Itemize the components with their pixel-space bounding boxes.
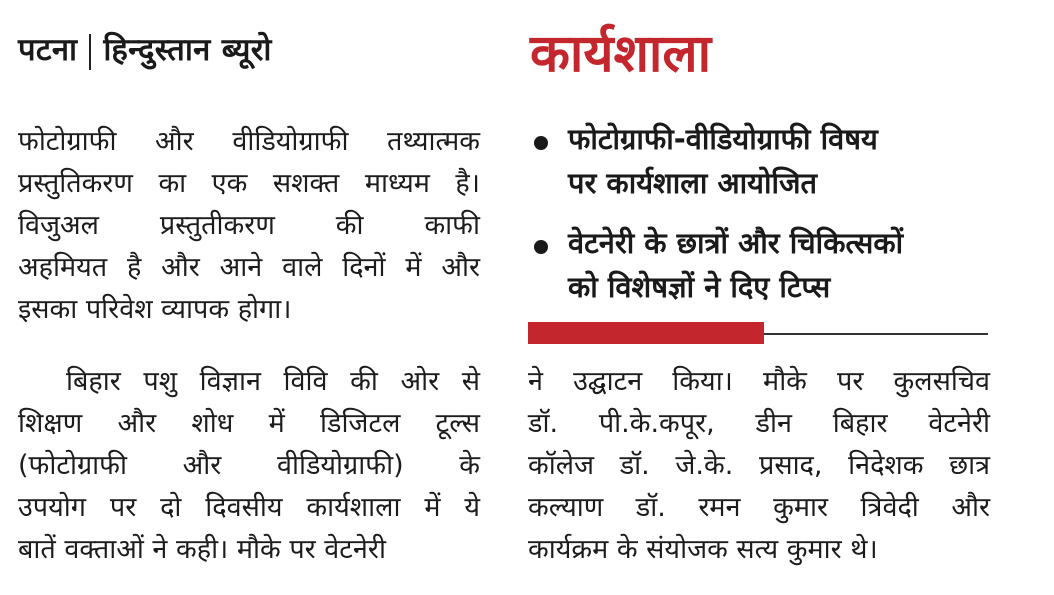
para1-line-2: प्रस्तुतिकरण का एक सशक्त माध्यम है। bbox=[18, 168, 480, 199]
body-line-5: कार्यक्रम के संयोजक सत्य कुमार थे। bbox=[528, 534, 878, 565]
highlight-2-line-2: को विशेषज्ञों ने दिए टिप्स bbox=[568, 270, 831, 304]
dateline-place: पटना bbox=[18, 32, 78, 68]
body-line-4: कल्याण डॉ. रमन कुमार त्रिवेदी और bbox=[528, 492, 990, 523]
dateline bbox=[18, 28, 272, 70]
para1-line-1: फोटोग्राफी और वीडियोग्राफी तथ्यात्मक bbox=[18, 126, 480, 157]
kicker-heading: कार्यशाला bbox=[530, 24, 712, 84]
para2-line-5: बातें वक्ताओं ने कही। मौके पर वेटनेरी bbox=[18, 534, 386, 565]
para2-line-4: उपयोग पर दो दिवसीय कार्यशाला में ये bbox=[18, 492, 480, 523]
para1-line-4: अहमियत है और आने वाले दिनों में और bbox=[18, 252, 480, 283]
bullet-icon bbox=[534, 136, 548, 150]
bullet-icon bbox=[534, 240, 548, 254]
red-accent-bar bbox=[528, 322, 764, 344]
body-line-1: ने उद्घाटन किया। मौके पर कुलसचिव bbox=[528, 366, 990, 397]
highlight-1-line-2: पर कार्यशाला आयोजित bbox=[568, 166, 818, 200]
para2-line-3: (फोटोग्राफी और वीडियोग्राफी) के bbox=[18, 450, 480, 481]
highlight-1-line-1: फोटोग्राफी-वीडियोग्राफी विषय bbox=[568, 122, 878, 156]
para1-line-5: इसका परिवेश व्यापक होगा। bbox=[18, 294, 292, 325]
body-line-3: कॉलेज डॉ. जे.के. प्रसाद, निदेशक छात्र bbox=[528, 450, 990, 481]
para1-line-3: विजुअल प्रस्तुतीकरण की काफी bbox=[18, 210, 480, 241]
body-line-2: डॉ. पी.के.कपूर, डीन बिहार वेटनेरी bbox=[528, 408, 990, 439]
para2-line-1: बिहार पशु विज्ञान विवि की ओर से bbox=[66, 366, 480, 397]
dateline-separator bbox=[89, 34, 91, 70]
dateline-source: हिन्दुस्तान ब्यूरो bbox=[103, 32, 272, 68]
para2-line-2: शिक्षण और शोध में डिजिटल टूल्स bbox=[18, 408, 480, 439]
highlight-2-line-1: वेटनेरी के छात्रों और चिकित्सकों bbox=[568, 226, 904, 260]
